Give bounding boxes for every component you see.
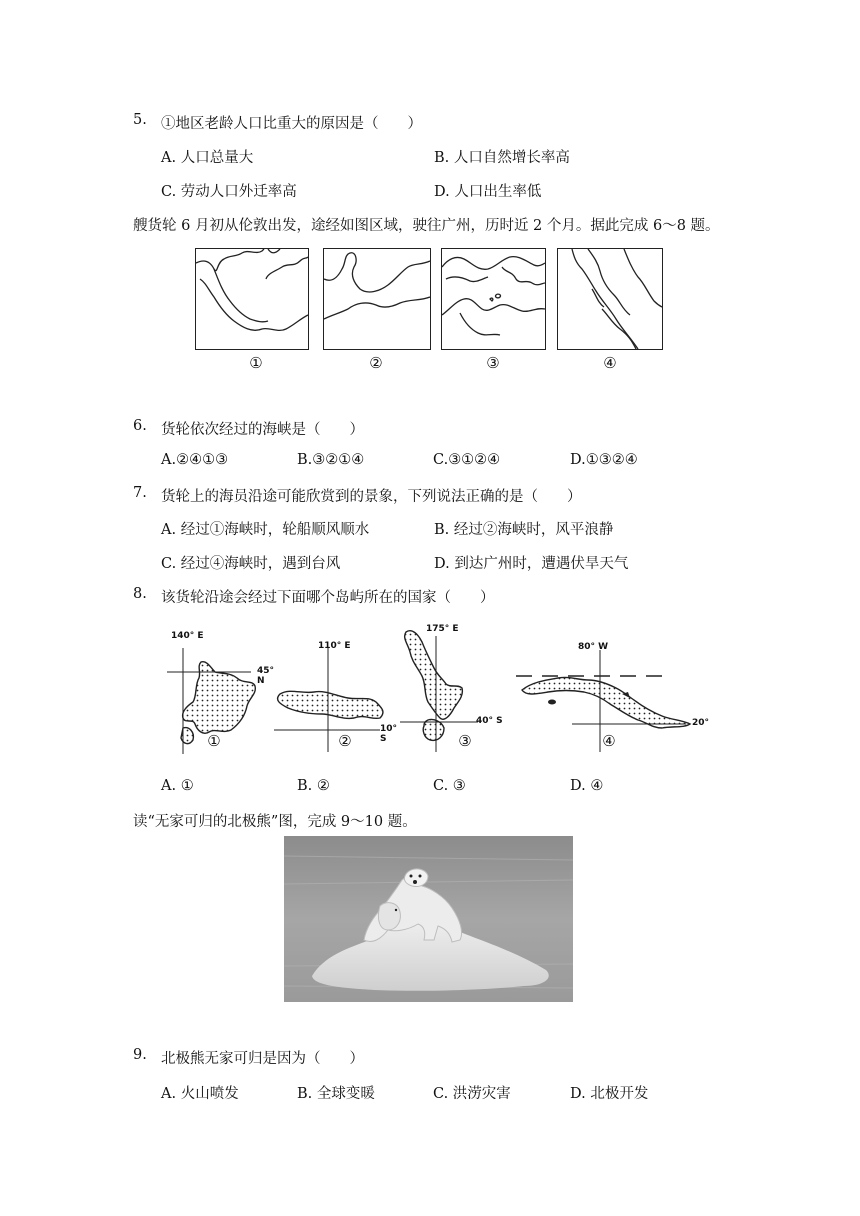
island-label-2: ②: [338, 732, 352, 750]
option-letter: C.: [433, 778, 449, 794]
option-letter: C.: [161, 184, 177, 200]
q7-stem: 货轮上的海员沿途可能欣赏到的景象，下列说法正确的是（ ）: [161, 489, 582, 505]
option-letter: A.: [161, 1086, 177, 1102]
q5-stem: ①地区老龄人口比重大的原因是（ ）: [161, 116, 422, 132]
island-map-3: [398, 622, 508, 754]
option-text: ③②①④: [312, 452, 365, 468]
q9-option-b[interactable]: [297, 1082, 375, 1103]
q8-option-c[interactable]: [433, 778, 466, 794]
strait-map-1: [195, 248, 309, 350]
option-text: 全球变暖: [316, 1086, 375, 1102]
intro-6-8: 艘货轮 6 月初从伦敦出发，途经如图区域，驶往广州，历时近 2 个月。据此完成 6～8 题。: [133, 218, 720, 234]
island-1-lon: 140° E: [171, 631, 204, 641]
option-letter: D.: [434, 184, 450, 200]
option-text: ③: [452, 778, 466, 794]
option-letter: C.: [433, 452, 449, 468]
q5-option-a[interactable]: [161, 146, 253, 167]
option-text: ①③②④: [585, 452, 638, 468]
q5-option-b[interactable]: [434, 146, 570, 167]
q7-option-b[interactable]: [434, 518, 613, 539]
option-letter: B.: [297, 452, 313, 468]
q6-number: 6.: [133, 418, 147, 434]
q5-option-c[interactable]: [161, 180, 297, 201]
option-letter: B.: [434, 150, 450, 166]
q9-option-c[interactable]: [433, 1082, 511, 1103]
strait-label-2: ②: [369, 354, 383, 372]
option-letter: C.: [161, 556, 177, 572]
option-letter: A.: [161, 778, 177, 794]
q7-number: 7.: [133, 485, 147, 501]
island-2-lon: 110° E: [318, 641, 351, 651]
option-text: ①: [180, 778, 194, 794]
q6-option-d[interactable]: [570, 452, 638, 468]
island-4-lon: 80° W: [578, 642, 609, 652]
island-3-lat: 40° S: [476, 716, 503, 726]
polar-bear-photo: [284, 836, 573, 1002]
strait-map-4: [557, 248, 663, 350]
island-label-4: ④: [602, 732, 616, 750]
q8-option-d[interactable]: [570, 778, 603, 794]
strait-label-4: ④: [603, 354, 617, 372]
option-letter: A.: [161, 452, 177, 468]
island-map-1: [165, 628, 280, 756]
q7-option-c[interactable]: [161, 552, 340, 573]
intro-9-10: 读“无家可归的北极熊”图，完成 9～10 题。: [133, 814, 417, 830]
q5-number: 5.: [133, 112, 147, 128]
q7-option-d[interactable]: [434, 552, 628, 573]
option-text: 经过④海峡时，遇到台风: [180, 556, 341, 572]
q6-option-a[interactable]: [161, 452, 228, 468]
option-text: 火山喷发: [180, 1086, 239, 1102]
q5-option-d[interactable]: [434, 180, 541, 201]
q8-number: 8.: [133, 586, 147, 602]
island-map-2: [270, 638, 400, 754]
option-text: 北极开发: [590, 1086, 649, 1102]
q8-stem: 该货轮沿途会经过下面哪个岛屿所在的国家（ ）: [161, 590, 495, 606]
option-letter: D.: [570, 1086, 586, 1102]
option-text: 人口出生率低: [454, 184, 542, 200]
option-text: ②④①③: [176, 452, 229, 468]
option-text: ③①②④: [448, 452, 501, 468]
option-text: 到达广州时，遭遇伏旱天气: [454, 556, 629, 572]
option-text: ②: [316, 778, 330, 794]
option-letter: A.: [161, 522, 177, 538]
island-label-1: ①: [207, 732, 221, 750]
island-3-lon: 175° E: [426, 624, 459, 634]
island-1-lat: 45° N: [257, 666, 275, 686]
option-letter: D.: [570, 778, 586, 794]
q9-option-a[interactable]: [161, 1082, 239, 1103]
option-letter: D.: [570, 452, 586, 468]
island-2-lat: 10° S: [380, 724, 398, 744]
island-map-4: [512, 636, 722, 754]
q6-stem: 货轮依次经过的海峡是（ ）: [161, 422, 364, 438]
island-4-lat: 20°: [692, 718, 710, 728]
option-text: 劳动人口外迁率高: [180, 184, 297, 200]
option-letter: B.: [297, 778, 313, 794]
q8-option-b[interactable]: [297, 778, 330, 794]
option-text: 经过①海峡时，轮船顺风顺水: [180, 522, 370, 538]
strait-label-1: ①: [249, 354, 263, 372]
q7-option-a[interactable]: [161, 518, 369, 539]
island-label-3: ③: [458, 732, 472, 750]
strait-label-3: ③: [486, 354, 500, 372]
strait-map-3: [441, 248, 546, 350]
strait-map-2: [323, 248, 431, 350]
option-text: 人口总量大: [180, 150, 254, 166]
option-letter: D.: [434, 556, 450, 572]
q6-option-b[interactable]: [297, 452, 364, 468]
q9-number: 9.: [133, 1047, 147, 1063]
q8-option-a[interactable]: [161, 778, 194, 794]
option-text: 经过②海峡时，风平浪静: [453, 522, 614, 538]
q9-option-d[interactable]: [570, 1082, 648, 1103]
option-text: 洪涝灾害: [452, 1086, 511, 1102]
option-letter: C.: [433, 1086, 449, 1102]
option-letter: B.: [434, 522, 450, 538]
q6-option-c[interactable]: [433, 452, 500, 468]
option-text: ④: [590, 778, 604, 794]
option-text: 人口自然增长率高: [453, 150, 570, 166]
option-letter: B.: [297, 1086, 313, 1102]
q9-stem: 北极熊无家可归是因为（ ）: [161, 1051, 364, 1067]
option-letter: A.: [161, 150, 177, 166]
